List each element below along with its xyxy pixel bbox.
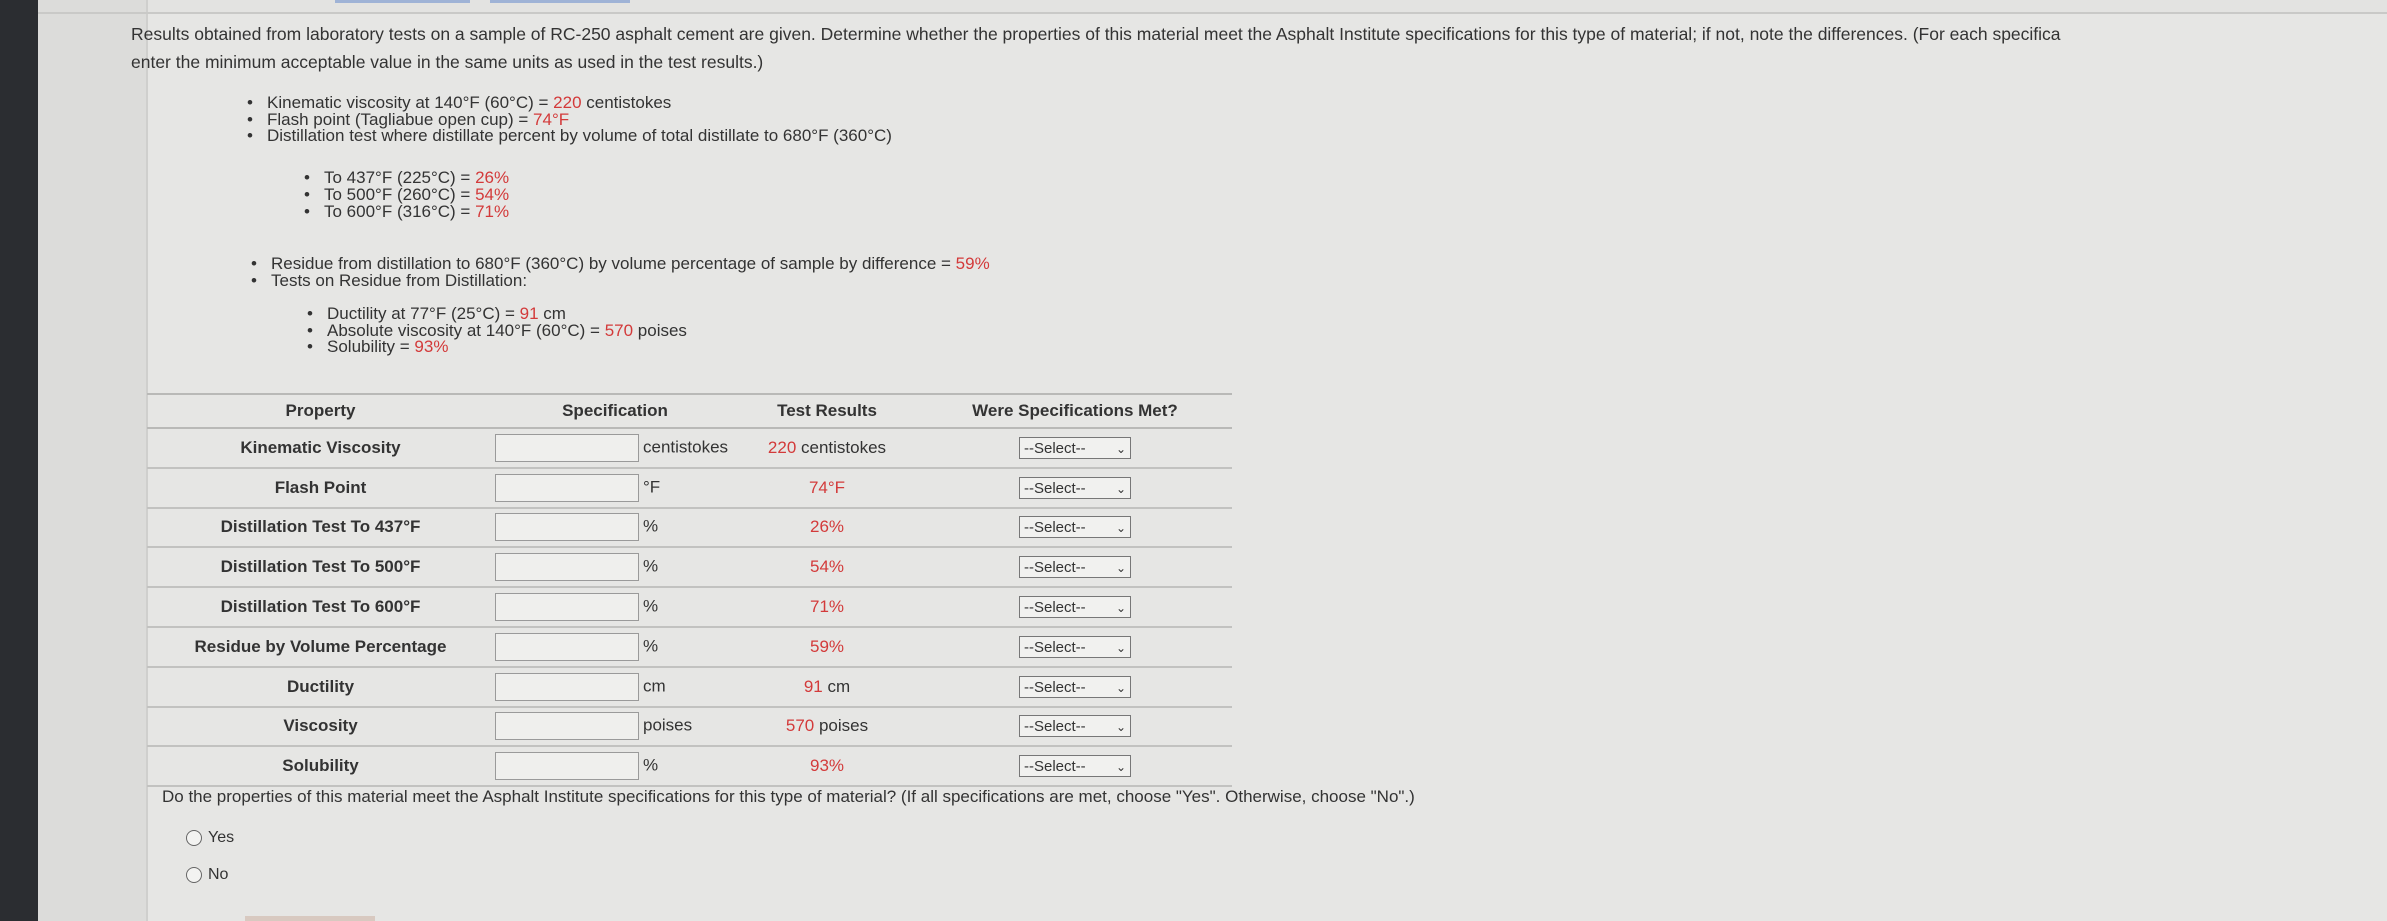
given-list: [247, 95, 892, 145]
test-result: [736, 508, 918, 548]
list-item-flash: • Flash point (Tagliabue open cup) = 74°F: [247, 112, 892, 129]
problem-statement: [131, 20, 2387, 76]
table-row: [147, 667, 1232, 707]
property-name: Flash Point: [147, 468, 494, 508]
list-item-solubility: • Solubility = 93%: [307, 339, 687, 356]
test-result-unit: centistokes: [796, 437, 887, 457]
list-item-d600: • To 600°F (316°C) = 71%: [304, 204, 509, 221]
specification-cell: [494, 508, 736, 548]
select-value: --Select--: [1024, 758, 1086, 776]
table-row: [147, 587, 1232, 627]
specification-cell: [494, 707, 736, 747]
specs-met-select[interactable]: [1019, 596, 1131, 618]
select-value: --Select--: [1024, 718, 1086, 736]
test-result: [736, 667, 918, 707]
property-name: Residue by Volume Percentage: [147, 627, 494, 667]
specification-unit: poises: [643, 715, 693, 735]
specification-input[interactable]: [495, 633, 639, 661]
table-row: [147, 508, 1232, 548]
select-value: --Select--: [1024, 678, 1086, 696]
table-header-row: [147, 394, 1232, 428]
header-property: Property: [147, 394, 494, 428]
radio-yes[interactable]: [186, 830, 202, 846]
test-result-value: 91: [803, 676, 823, 696]
specs-met-cell: [918, 428, 1232, 468]
list-item-kinematic: • Kinematic viscosity at 140°F (60°C) = 220 centistokes: [247, 95, 892, 112]
list-item-distillation: • Distillation test where distillate percent by volume of total distillate to 680°F (360°C): [247, 128, 892, 145]
option-yes-label: Yes: [208, 829, 235, 846]
table-row: [147, 547, 1232, 587]
specification-input[interactable]: [495, 673, 639, 701]
specification-input[interactable]: [495, 434, 639, 462]
table-row: [147, 468, 1232, 508]
chevron-down-icon: ⌄: [1115, 481, 1126, 496]
chevron-down-icon: ⌄: [1115, 720, 1126, 735]
specification-input[interactable]: [495, 553, 639, 581]
property-name: Distillation Test To 437°F: [147, 508, 494, 548]
left-gutter: [38, 0, 148, 921]
table-row: [147, 428, 1232, 468]
header-specs-met: Were Specifications Met?: [918, 394, 1232, 428]
specification-input[interactable]: [495, 474, 639, 502]
left-dark-edge: [0, 0, 38, 921]
specification-unit: cm: [643, 676, 666, 696]
property-name: Solubility: [147, 746, 494, 786]
specs-met-cell: [918, 746, 1232, 786]
specs-met-select[interactable]: [1019, 437, 1131, 459]
option-no-label: No: [208, 866, 229, 883]
specs-met-cell: [918, 627, 1232, 667]
bottom-button-edge[interactable]: [245, 916, 375, 921]
chevron-down-icon: ⌄: [1115, 601, 1126, 616]
residue-list: [251, 256, 990, 289]
select-value: --Select--: [1024, 479, 1086, 497]
specification-input[interactable]: [495, 752, 639, 780]
chevron-down-icon: ⌄: [1115, 680, 1126, 695]
specification-unit: %: [643, 596, 659, 616]
test-result-value: 220: [767, 437, 797, 457]
test-result: [736, 468, 918, 508]
specs-met-cell: [918, 547, 1232, 587]
specification-input[interactable]: [495, 593, 639, 621]
test-result: [736, 547, 918, 587]
test-result: [736, 707, 918, 747]
residue-tests-sublist: [307, 306, 687, 356]
test-result-value: 71%: [809, 597, 845, 617]
option-yes[interactable]: [186, 829, 234, 847]
table-row: [147, 627, 1232, 667]
property-name: Viscosity: [147, 707, 494, 747]
test-result-unit: poises: [814, 716, 869, 736]
chevron-down-icon: ⌄: [1115, 561, 1126, 576]
header-test-results: Test Results: [736, 394, 918, 428]
specification-unit: %: [643, 636, 659, 656]
specification-cell: [494, 547, 736, 587]
select-value: --Select--: [1024, 519, 1086, 537]
chevron-down-icon: ⌄: [1115, 441, 1126, 456]
specification-unit: %: [643, 516, 659, 536]
test-result-unit: cm: [822, 676, 851, 696]
header-specification: Specification: [494, 394, 736, 428]
test-result: [736, 587, 918, 627]
test-result: [736, 746, 918, 786]
specs-met-cell: [918, 508, 1232, 548]
list-item-tests: • Tests on Residue from Distillation:: [251, 273, 990, 290]
test-result-value: 570: [785, 716, 815, 736]
intro-line-1: Results obtained from laboratory tests on a sample of RC-250 asphalt cement are given. Determine whether the properties of this material meet the Asphalt Institute specifications for this type of material; if not, note the differences. (For each specifica: [131, 24, 2061, 44]
chevron-down-icon: ⌄: [1115, 521, 1126, 536]
specification-cell: [494, 667, 736, 707]
radio-no[interactable]: [186, 867, 202, 883]
specification-input[interactable]: [495, 513, 639, 541]
test-result-value: 59%: [809, 636, 845, 656]
specs-met-cell: [918, 667, 1232, 707]
specification-cell: [494, 627, 736, 667]
specification-input[interactable]: [495, 712, 639, 740]
specification-unit: centistokes: [643, 437, 729, 457]
test-result-value: 93%: [809, 756, 845, 776]
specs-met-cell: [918, 468, 1232, 508]
top-tab-1[interactable]: [335, 0, 470, 3]
test-result: [736, 428, 918, 468]
specs-met-select[interactable]: [1019, 556, 1131, 578]
list-item-d500: • To 500°F (260°C) = 54%: [304, 187, 509, 204]
specs-met-select[interactable]: [1019, 516, 1131, 538]
specs-met-cell: [918, 587, 1232, 627]
select-value: --Select--: [1024, 439, 1086, 457]
specs-met-select[interactable]: [1019, 477, 1131, 499]
distillation-sublist: [304, 170, 509, 220]
specification-unit: °F: [643, 477, 661, 497]
property-name: Ductility: [147, 667, 494, 707]
property-name: Distillation Test To 500°F: [147, 547, 494, 587]
select-value: --Select--: [1024, 638, 1086, 656]
specs-met-select[interactable]: [1019, 676, 1131, 698]
select-value: --Select--: [1024, 599, 1086, 617]
specs-met-cell: [918, 707, 1232, 747]
option-no[interactable]: [186, 866, 228, 884]
specification-cell: [494, 468, 736, 508]
intro-line-2: enter the minimum acceptable value in the same units as used in the test results.): [131, 52, 764, 72]
question-text: Do the properties of this material meet the Asphalt Institute specifications for this type of material? (If all specifications are met, choose "Yes". Otherwise, choose "No".): [162, 787, 1415, 806]
table-row: [147, 746, 1232, 786]
list-item-ductility: • Ductility at 77°F (25°C) = 91 cm: [307, 306, 687, 323]
list-item-d437: • To 437°F (225°C) = 26%: [304, 170, 509, 187]
chevron-down-icon: ⌄: [1115, 640, 1126, 655]
specification-cell: [494, 746, 736, 786]
specs-met-select[interactable]: [1019, 636, 1131, 658]
select-value: --Select--: [1024, 559, 1086, 577]
property-name: Distillation Test To 600°F: [147, 587, 494, 627]
test-result-value: 54%: [809, 557, 845, 577]
test-result-value: 26%: [809, 517, 845, 537]
list-item-absolute-viscosity: • Absolute viscosity at 140°F (60°C) = 570 poises: [307, 323, 687, 340]
property-name: Kinematic Viscosity: [147, 428, 494, 468]
specs-met-select[interactable]: [1019, 755, 1131, 777]
specification-cell: [494, 428, 736, 468]
specifications-table: [147, 393, 1232, 787]
specification-cell: [494, 587, 736, 627]
test-result: [736, 627, 918, 667]
specification-unit: %: [643, 556, 659, 576]
specs-met-select[interactable]: [1019, 715, 1131, 737]
table-row: [147, 707, 1232, 747]
list-item-residue: • Residue from distillation to 680°F (360°C) by volume percentage of sample by difference = 59%: [251, 256, 990, 273]
test-result-value: 74°F: [808, 477, 846, 497]
chevron-down-icon: ⌄: [1115, 760, 1126, 775]
specification-unit: %: [643, 755, 659, 775]
top-tab-2[interactable]: [490, 0, 630, 3]
